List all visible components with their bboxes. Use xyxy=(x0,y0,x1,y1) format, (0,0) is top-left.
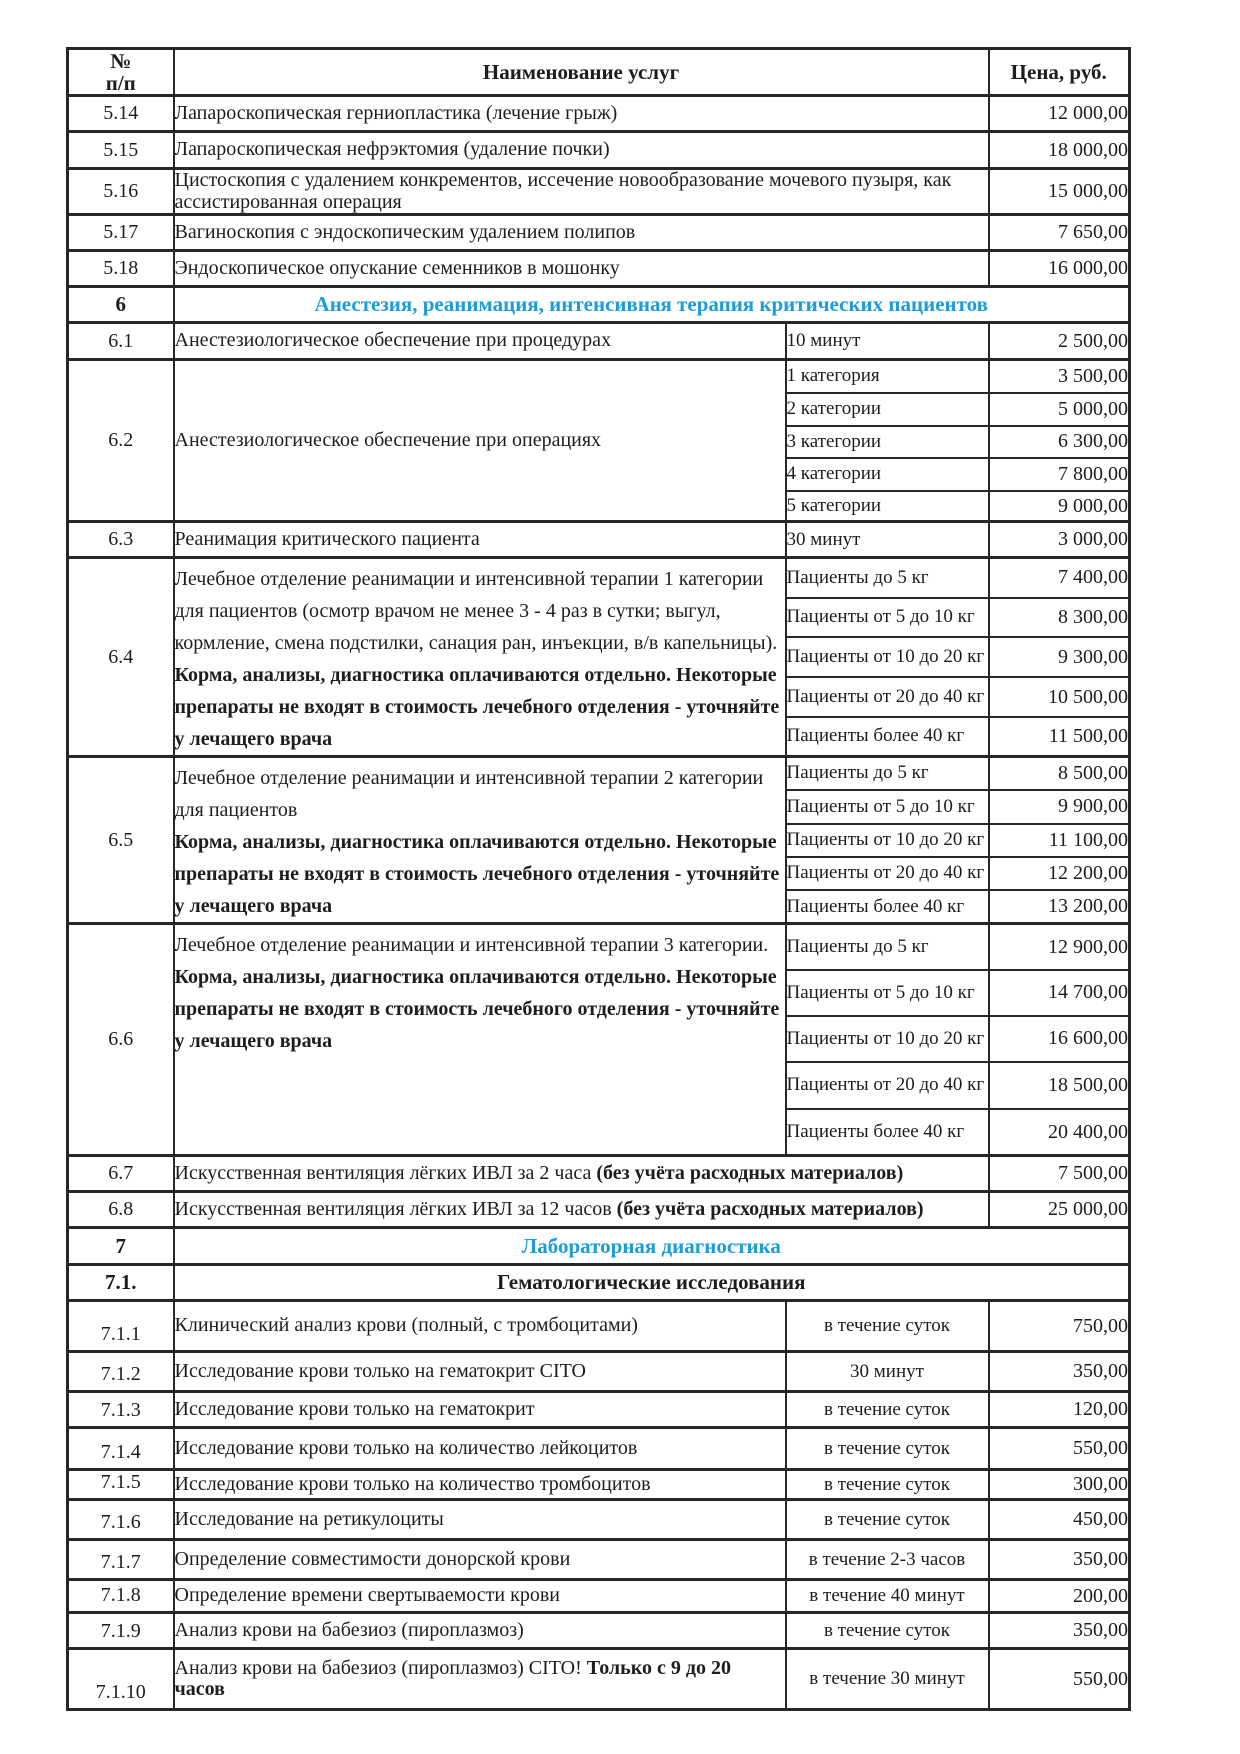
table-row xyxy=(68,1470,1130,1500)
table-row xyxy=(68,323,1130,360)
qualifier: Пациенты более 40 кг xyxy=(786,1109,989,1156)
service-name-text: Лечебное отделение реанимации и интенсивной терапии 2 категории для пациентов xyxy=(174,767,764,822)
row-number: 6.3 xyxy=(68,522,174,558)
service-name-cell xyxy=(174,1649,786,1710)
table-row xyxy=(68,132,1130,169)
qualifier: в течение суток xyxy=(786,1500,989,1540)
qualifier: Пациенты до 5 кг xyxy=(786,924,989,970)
qualifier: Пациенты более 40 кг xyxy=(786,717,989,757)
price: 3 000,00 xyxy=(989,522,1130,558)
service-name-paragraph xyxy=(175,1585,785,1607)
header-name: Наименование услуг xyxy=(174,49,989,96)
table-subrow xyxy=(68,360,1130,393)
service-name-cell xyxy=(174,1540,786,1580)
price: 350,00 xyxy=(989,1613,1130,1649)
row-number: 6.2 xyxy=(68,360,174,522)
price: 16 600,00 xyxy=(989,1016,1130,1062)
row-number: 7.1.7 xyxy=(68,1540,174,1580)
service-name-paragraph xyxy=(175,1549,785,1571)
row-number: 7.1.4 xyxy=(68,1428,174,1470)
table-row xyxy=(68,1500,1130,1540)
service-name-cell xyxy=(174,1301,786,1352)
price: 200,00 xyxy=(989,1580,1130,1613)
price: 7 500,00 xyxy=(989,1156,1130,1192)
qualifier: Пациенты от 5 до 10 кг xyxy=(786,598,989,638)
service-name-cell xyxy=(174,132,989,169)
price: 5 000,00 xyxy=(989,393,1130,426)
service-name-paragraph xyxy=(175,170,988,213)
service-name-text: Анестезиологическое обеспечение при процедурах xyxy=(174,329,612,352)
price: 300,00 xyxy=(989,1470,1130,1500)
row-number: 7.1.9 xyxy=(68,1613,174,1649)
header-num-line1: № xyxy=(110,49,132,73)
service-name-text: Лечебное отделение реанимации и интенсивной терапии 1 категории для пациентов (осмотр врачом не менее 3 - 4 раз в сутки; выгул, кормление, смена подстилки, санация ран, инъекции, в/в капельницы). xyxy=(174,568,778,655)
row-number: 6.7 xyxy=(68,1156,174,1192)
service-name-cell xyxy=(174,169,989,215)
price: 9 900,00 xyxy=(989,790,1130,823)
service-name-paragraph xyxy=(175,1474,785,1496)
qualifier: Пациенты от 10 до 20 кг xyxy=(786,824,989,857)
price: 12 000,00 xyxy=(989,96,1130,132)
service-name-cell xyxy=(174,251,989,287)
qualifier: Пациенты от 20 до 40 кг xyxy=(786,677,989,717)
table-row xyxy=(68,522,1130,558)
qualifier: Пациенты от 10 до 20 кг xyxy=(786,637,989,677)
table-row xyxy=(68,1613,1130,1649)
service-name-paragraph xyxy=(175,1361,785,1383)
service-name-cell xyxy=(174,96,989,132)
header-num xyxy=(68,49,174,96)
qualifier: 3 категории xyxy=(786,426,989,458)
qualifier: в течение суток xyxy=(786,1470,989,1500)
price: 25 000,00 xyxy=(989,1192,1130,1228)
service-name-cell xyxy=(174,924,786,1156)
price: 7 400,00 xyxy=(989,558,1130,598)
qualifier: Пациенты от 10 до 20 кг xyxy=(786,1016,989,1062)
qualifier: Пациенты более 40 кг xyxy=(786,890,989,923)
price: 3 500,00 xyxy=(989,360,1130,393)
service-name-text: Лечебное отделение реанимации и интенсивной терапии 3 категории. xyxy=(174,934,769,957)
qualifier: в течение 2-3 часов xyxy=(786,1540,989,1580)
section-title: Анестезия, реанимация, интенсивная терапия критических пациентов xyxy=(174,287,1130,323)
service-name-paragraph xyxy=(175,961,785,1057)
service-name-text: Корма, анализы, диагностика оплачиваются отдельно. Некоторые препараты не входят в стоимость лечебного отделения - уточняйте у лечащего врача xyxy=(174,831,780,918)
table-subrow xyxy=(68,924,1130,970)
service-name-text: Эндоскопическое опускание семенников в мошонку xyxy=(174,256,620,279)
price-table xyxy=(66,47,1131,1711)
section-row xyxy=(68,287,1130,323)
service-name-text: Исследование крови только на гематокрит xyxy=(174,1397,535,1420)
table-row xyxy=(68,1301,1130,1352)
service-name-paragraph xyxy=(175,1658,785,1701)
price: 750,00 xyxy=(989,1301,1130,1352)
table-header-row xyxy=(68,49,1130,96)
table-row xyxy=(68,1192,1130,1228)
table-row xyxy=(68,1649,1130,1710)
service-name-paragraph xyxy=(175,1438,785,1460)
service-name-text: Искусственная вентиляция лёгких ИВЛ за 2 часа xyxy=(174,1161,597,1184)
service-name-text: Определение совместимости донорской крови xyxy=(174,1547,571,1570)
table-row xyxy=(68,1392,1130,1428)
table-subrow xyxy=(68,558,1130,598)
price: 10 500,00 xyxy=(989,677,1130,717)
service-name-text: Определение времени свертываемости крови xyxy=(174,1584,560,1607)
service-name-paragraph xyxy=(175,529,785,551)
header-num-line2: п/п xyxy=(105,71,136,96)
service-name-paragraph xyxy=(175,826,785,922)
qualifier: в течение суток xyxy=(786,1301,989,1352)
price: 12 900,00 xyxy=(989,924,1130,970)
section-title: Лабораторная диагностика xyxy=(174,1228,1130,1265)
price: 550,00 xyxy=(989,1428,1130,1470)
price: 16 000,00 xyxy=(989,251,1130,287)
service-name-cell xyxy=(174,323,786,360)
service-name-text: Реанимация критического пациента xyxy=(174,527,480,550)
row-number: 6.1 xyxy=(68,323,174,360)
price: 15 000,00 xyxy=(989,169,1130,215)
price: 8 300,00 xyxy=(989,598,1130,638)
service-name-text: Анализ крови на бабезиоз (пироплазмоз) xyxy=(174,1618,524,1641)
qualifier: Пациенты до 5 кг xyxy=(786,558,989,598)
service-name-text: Лапароскопическая нефрэктомия (удаление почки) xyxy=(174,138,610,161)
service-name-text: Исследование крови только на количество лейкоцитов xyxy=(174,1436,638,1459)
table-row xyxy=(68,1580,1130,1613)
service-name-paragraph xyxy=(175,1509,785,1531)
price: 20 400,00 xyxy=(989,1109,1130,1156)
price: 6 300,00 xyxy=(989,426,1130,458)
service-name-cell xyxy=(174,522,786,558)
price: 7 800,00 xyxy=(989,458,1130,491)
service-name-text: Корма, анализы, диагностика оплачиваются отдельно. Некоторые препараты не входят в стоимость лечебного отделения - уточняйте у лечащего врача xyxy=(174,664,780,751)
table-row xyxy=(68,96,1130,132)
price: 18 000,00 xyxy=(989,132,1130,169)
qualifier: Пациенты до 5 кг xyxy=(786,757,989,790)
qualifier: в течение суток xyxy=(786,1392,989,1428)
service-name-cell xyxy=(174,1192,989,1228)
row-number: 7.1.1 xyxy=(68,1301,174,1352)
row-number: 6.4 xyxy=(68,558,174,757)
header-price: Цена, руб. xyxy=(989,49,1130,96)
row-number: 5.17 xyxy=(68,215,174,251)
service-name-cell xyxy=(174,1352,786,1392)
service-name-text: Исследование крови только на количество тромбоцитов xyxy=(174,1472,651,1495)
qualifier: 2 категории xyxy=(786,393,989,426)
table-row xyxy=(68,1540,1130,1580)
section-row xyxy=(68,1228,1130,1265)
qualifier: 30 минут xyxy=(786,1352,989,1392)
price: 11 100,00 xyxy=(989,824,1130,857)
service-name-text: (без учёта расходных материалов) xyxy=(596,1161,904,1184)
price: 14 700,00 xyxy=(989,970,1130,1016)
qualifier: в течение суток xyxy=(786,1613,989,1649)
table-row xyxy=(68,169,1130,215)
section-title: Гематологические исследования xyxy=(174,1265,1130,1301)
qualifier: Пациенты от 5 до 10 кг xyxy=(786,970,989,1016)
row-number: 6.8 xyxy=(68,1192,174,1228)
service-name-paragraph xyxy=(175,430,785,452)
service-name-paragraph xyxy=(175,1163,988,1185)
row-number: 7.1.6 xyxy=(68,1500,174,1540)
service-name-cell xyxy=(174,360,786,522)
price: 550,00 xyxy=(989,1649,1130,1710)
service-name-paragraph xyxy=(175,1199,988,1221)
table-row xyxy=(68,1428,1130,1470)
qualifier: Пациенты от 20 до 40 кг xyxy=(786,1062,989,1109)
service-name-text: Лапароскопическая герниопластика (лечение грыж) xyxy=(174,101,618,124)
price: 8 500,00 xyxy=(989,757,1130,790)
price: 350,00 xyxy=(989,1352,1130,1392)
price: 7 650,00 xyxy=(989,215,1130,251)
service-name-cell xyxy=(174,1392,786,1428)
row-number: 7.1.5 xyxy=(68,1470,174,1500)
service-name-text: Клинический анализ крови (полный, с тромбоцитами) xyxy=(174,1314,638,1337)
service-name-text: Анестезиологическое обеспечение при операциях xyxy=(174,428,602,451)
row-number: 7.1.10 xyxy=(68,1649,174,1710)
row-number: 5.14 xyxy=(68,96,174,132)
service-name-cell xyxy=(174,1613,786,1649)
qualifier: в течение суток xyxy=(786,1428,989,1470)
service-name-text: Анализ крови на бабезиоз (пироплазмоз) CITO! xyxy=(174,1656,587,1679)
price: 350,00 xyxy=(989,1540,1130,1580)
row-number: 5.16 xyxy=(68,169,174,215)
price: 11 500,00 xyxy=(989,717,1130,757)
service-name-cell xyxy=(174,1156,989,1192)
qualifier: 5 категории xyxy=(786,491,989,522)
row-number: 5.15 xyxy=(68,132,174,169)
row-number: 7.1.8 xyxy=(68,1580,174,1613)
table-row xyxy=(68,215,1130,251)
qualifier: Пациенты от 5 до 10 кг xyxy=(786,790,989,823)
row-number: 6.5 xyxy=(68,757,174,924)
service-name-text: Исследование на ретикулоциты xyxy=(174,1507,444,1530)
qualifier: 10 минут xyxy=(786,323,989,360)
service-name-cell xyxy=(174,1500,786,1540)
section-row xyxy=(68,1265,1130,1301)
service-name-cell xyxy=(174,1428,786,1470)
service-name-paragraph xyxy=(175,139,988,161)
price: 450,00 xyxy=(989,1500,1130,1540)
service-name-paragraph xyxy=(175,929,785,961)
table-subrow xyxy=(68,757,1130,790)
service-name-cell xyxy=(174,757,786,924)
price: 9 300,00 xyxy=(989,637,1130,677)
price: 2 500,00 xyxy=(989,323,1130,360)
row-number: 6 xyxy=(68,287,174,323)
row-number: 7.1. xyxy=(68,1265,174,1301)
service-name-text: Вагиноскопия с эндоскопическим удалением полипов xyxy=(174,220,636,243)
row-number: 5.18 xyxy=(68,251,174,287)
table-body xyxy=(68,96,1130,1710)
table-row xyxy=(68,251,1130,287)
service-name-cell xyxy=(174,215,989,251)
price: 120,00 xyxy=(989,1392,1130,1428)
price: 12 200,00 xyxy=(989,857,1130,890)
price: 13 200,00 xyxy=(989,890,1130,923)
service-name-paragraph xyxy=(175,762,785,826)
qualifier: Пациенты от 20 до 40 кг xyxy=(786,857,989,890)
service-name-paragraph xyxy=(175,103,988,125)
service-name-text: Цистоскопия с удалением конкрементов, иссечение новообразование мочевого пузыря, как ассистированная операция xyxy=(174,169,952,213)
service-name-text: Корма, анализы, диагностика оплачиваются отдельно. Некоторые препараты не входят в стоимость лечебного отделения - уточняйте у лечащего врача xyxy=(174,966,780,1053)
price: 9 000,00 xyxy=(989,491,1130,522)
service-name-paragraph xyxy=(175,1399,785,1421)
service-name-paragraph xyxy=(175,258,988,280)
service-name-text: Искусственная вентиляция лёгких ИВЛ за 12 часов xyxy=(174,1197,617,1220)
qualifier: 1 категория xyxy=(786,360,989,393)
qualifier: 30 минут xyxy=(786,522,989,558)
service-name-paragraph xyxy=(175,563,785,659)
service-name-cell xyxy=(174,1470,786,1500)
service-name-text: (без учёта расходных материалов) xyxy=(616,1197,924,1220)
service-name-paragraph xyxy=(175,1315,785,1337)
row-number: 6.6 xyxy=(68,924,174,1156)
service-name-paragraph xyxy=(175,222,988,244)
qualifier: в течение 30 минут xyxy=(786,1649,989,1710)
row-number: 7 xyxy=(68,1228,174,1265)
row-number: 7.1.3 xyxy=(68,1392,174,1428)
service-name-text: Исследование крови только на гематокрит CITO xyxy=(174,1359,586,1382)
service-name-paragraph xyxy=(175,330,785,352)
table-row xyxy=(68,1352,1130,1392)
row-number: 7.1.2 xyxy=(68,1352,174,1392)
price: 18 500,00 xyxy=(989,1062,1130,1109)
qualifier: 4 категории xyxy=(786,458,989,491)
service-name-cell xyxy=(174,558,786,757)
qualifier: в течение 40 минут xyxy=(786,1580,989,1613)
service-name-paragraph xyxy=(175,1620,785,1642)
service-name-cell xyxy=(174,1580,786,1613)
service-name-paragraph xyxy=(175,659,785,755)
service-name-text: Только с 9 до 20 часов xyxy=(174,1656,731,1701)
table-row xyxy=(68,1156,1130,1192)
